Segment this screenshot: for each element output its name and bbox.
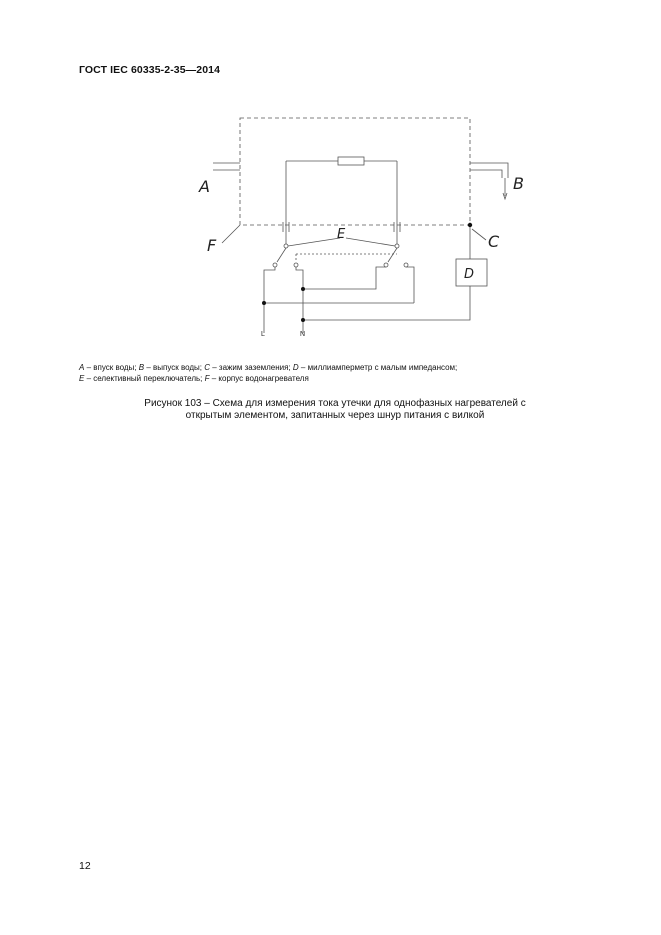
caption-line-2: открытым элементом, запитанных через шнур питания с вилкой [185, 409, 485, 421]
legend-letter: E [79, 374, 85, 383]
figure-legend [79, 362, 579, 384]
legend-letter: C [204, 363, 211, 372]
circuit-figure [0, 0, 661, 360]
heating-element [338, 157, 364, 165]
label-a: A [199, 177, 210, 196]
caption-line-1: Рисунок 103 – Схема для измерения тока утечки для однофазных нагревателей с [144, 398, 526, 409]
heater-enclosure [240, 118, 470, 225]
terminal-n: N [300, 331, 306, 338]
outlet-pipe-lower [470, 170, 502, 178]
legend-letter: D [292, 363, 299, 372]
legend-line-2 [79, 373, 579, 384]
legend-text: – селективный переключатель; [84, 374, 205, 383]
legend-letter: F [204, 374, 210, 383]
legend-text: – корпус водонагревателя [209, 374, 309, 383]
legend-text: – впуск воды; [84, 363, 139, 372]
legend-text: – миллиамперметр с малым импедансом; [298, 363, 458, 372]
circuit-diagram [0, 0, 661, 360]
figure-caption [90, 398, 580, 421]
label-e: E [337, 227, 346, 242]
label-b: B [513, 174, 524, 193]
enclosure-pointer [222, 225, 240, 243]
document-header: ГОСТ IEC 60335-2-35—2014 [79, 64, 221, 76]
legend-text: – выпуск воды; [144, 363, 205, 372]
label-c: C [488, 232, 500, 251]
legend-text: – зажим заземления; [210, 363, 293, 372]
terminal-l: L [261, 331, 265, 338]
earth-pointer [472, 229, 486, 240]
label-f: F [207, 236, 217, 255]
legend-letter: B [138, 363, 145, 372]
switch-arm-right [346, 238, 395, 246]
legend-line-1 [79, 362, 579, 373]
legend-letter: A [79, 363, 85, 372]
label-d: D [464, 267, 475, 282]
page-number: 12 [79, 860, 91, 872]
switch-arm-left [288, 238, 340, 246]
